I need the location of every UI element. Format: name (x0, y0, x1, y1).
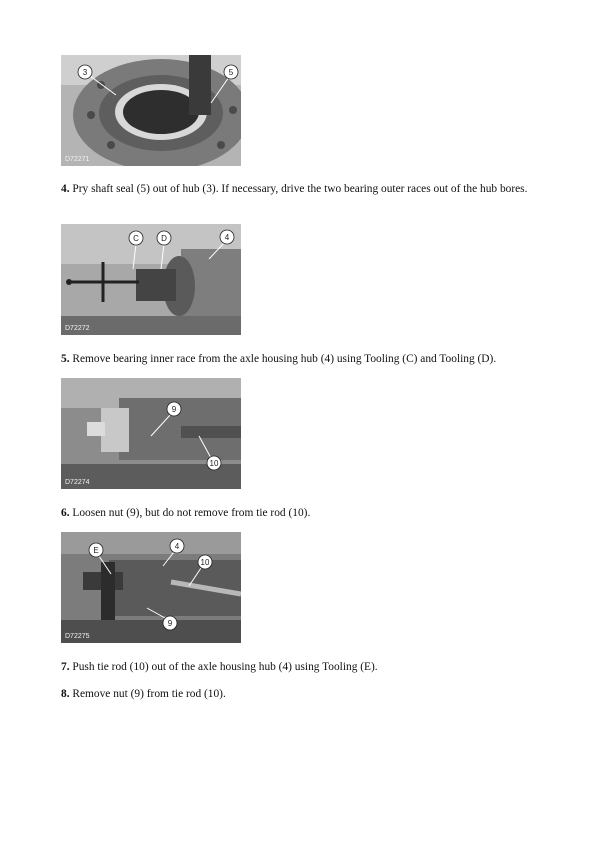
step-7 (61, 660, 541, 674)
step-text: Push tie rod (10) out of the axle housing hub (4) using Tooling (E). (72, 661, 378, 673)
callout-4: 4 (224, 233, 230, 242)
callout-c: C (133, 234, 139, 243)
step-8 (61, 687, 541, 701)
step-4 (61, 182, 541, 196)
step-text: Remove nut (9) from tie rod (10). (72, 688, 226, 700)
step-number: 7. (61, 661, 70, 673)
figure-id: D72272 (65, 325, 90, 332)
figure-id: D72275 (65, 633, 90, 640)
step-6 (61, 506, 541, 520)
figure-tie-rod-tooling (61, 532, 241, 643)
tie-rod-tooling-photo (61, 532, 241, 643)
step-text: Remove bearing inner race from the axle housing hub (4) using Tooling (C) and Tooling (D). (72, 353, 497, 365)
callout-4: 4 (174, 542, 180, 551)
callout-10: 10 (200, 558, 210, 567)
step-number: 6. (61, 507, 70, 519)
step-number: 5. (61, 353, 70, 365)
figure-bearing-puller (61, 224, 241, 335)
figure-hub-seal (61, 55, 241, 166)
step-text: Pry shaft seal (5) out of hub (3). If necessary, drive the two bearing outer races out of the hub bores. (72, 183, 528, 195)
callout-d: D (161, 234, 167, 243)
figure-tie-rod-nut (61, 378, 241, 489)
step-number: 8. (61, 688, 70, 700)
tie-rod-nut-photo (61, 378, 241, 489)
step-text: Loosen nut (9), but do not remove from tie rod (10). (72, 507, 311, 519)
step-5 (61, 352, 541, 366)
callout-5: 5 (228, 68, 234, 77)
bearing-puller-photo (61, 224, 241, 335)
figure-id: D72274 (65, 479, 90, 486)
callout-10: 10 (209, 459, 219, 468)
hub-seal-photo (61, 55, 241, 166)
callout-e: E (93, 546, 99, 555)
callout-9: 9 (167, 619, 173, 628)
step-number: 4. (61, 183, 70, 195)
callout-3: 3 (82, 68, 88, 77)
callout-9: 9 (171, 405, 177, 414)
figure-id: D72271 (65, 156, 90, 163)
